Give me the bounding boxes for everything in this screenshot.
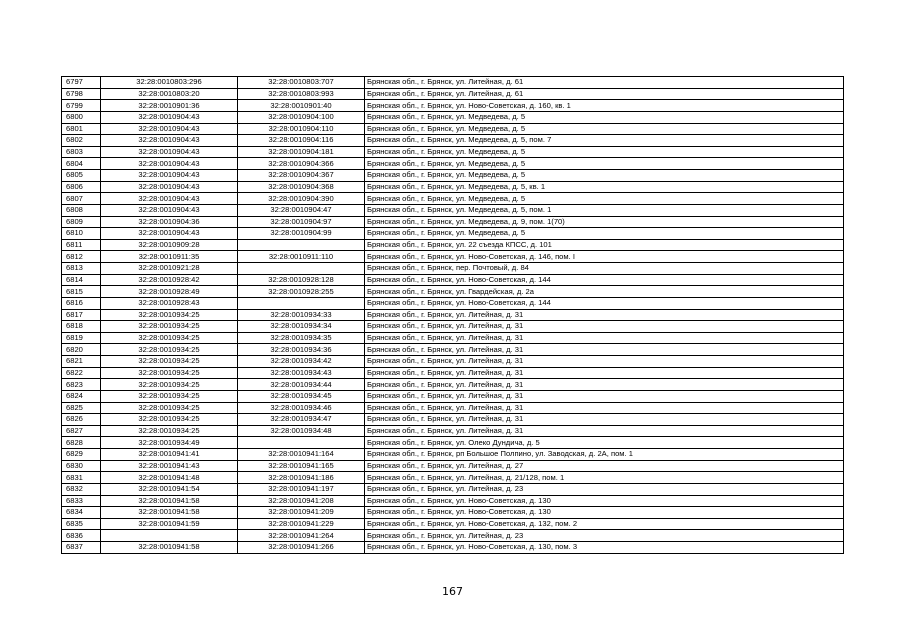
table-row [62, 367, 844, 379]
table-row [62, 135, 844, 147]
record-number-cell: 6804 [62, 158, 101, 170]
table-row [62, 425, 844, 437]
address-cell: Брянская обл., г. Брянск, ул. Литейная, д. 31 [365, 344, 844, 356]
address-cell: Брянская обл., г. Брянск, ул. Ново-Советская, д. 132, пом. 2 [365, 518, 844, 530]
table-row [62, 518, 844, 530]
land-parcel-cell: 32:28:0010803:296 [101, 77, 238, 89]
building-number-cell: 32:28:0010934:47 [238, 414, 365, 426]
building-number-cell: 32:28:0010941:266 [238, 542, 365, 554]
address-cell: Брянская обл., г. Брянск, ул. Литейная, д. 31 [365, 332, 844, 344]
land-parcel-cell: 32:28:0010934:25 [101, 344, 238, 356]
record-number-cell: 6824 [62, 390, 101, 402]
land-parcel-cell: 32:28:0010904:43 [101, 204, 238, 216]
table-row [62, 274, 844, 286]
building-number-cell: 32:28:0010934:44 [238, 379, 365, 391]
record-number-cell: 6811 [62, 239, 101, 251]
address-cell: Брянская обл., г. Брянск, ул. Медведева, д. 5 [365, 193, 844, 205]
record-number-cell: 6823 [62, 379, 101, 391]
record-number-cell: 6835 [62, 518, 101, 530]
address-cell: Брянская обл., г. Брянск, ул. Литейная, д. 23 [365, 483, 844, 495]
land-parcel-cell: 32:28:0010934:25 [101, 332, 238, 344]
record-number-cell: 6815 [62, 286, 101, 298]
table-row [62, 483, 844, 495]
table-row [62, 228, 844, 240]
address-cell: Брянская обл., г. Брянск, ул. Ново-Советская, д. 130 [365, 495, 844, 507]
table-row [62, 449, 844, 461]
building-number-cell: 32:28:0010934:45 [238, 390, 365, 402]
table-row [62, 263, 844, 275]
record-number-cell: 6802 [62, 135, 101, 147]
building-number-cell: 32:28:0010934:36 [238, 344, 365, 356]
record-number-cell: 6814 [62, 274, 101, 286]
record-number-cell: 6809 [62, 216, 101, 228]
record-number-cell: 6799 [62, 100, 101, 112]
table-row [62, 239, 844, 251]
land-parcel-cell: 32:28:0010928:49 [101, 286, 238, 298]
land-parcel-cell: 32:28:0010904:43 [101, 123, 238, 135]
building-number-cell: 32:28:0010934:35 [238, 332, 365, 344]
table-row [62, 402, 844, 414]
address-cell: Брянская обл., г. Брянск, ул. Ново-Советская, д. 160, кв. 1 [365, 100, 844, 112]
land-parcel-cell: 32:28:0010941:58 [101, 542, 238, 554]
record-number-cell: 6816 [62, 297, 101, 309]
address-cell: Брянская обл., г. Брянск, ул. Олеко Дундича, д. 5 [365, 437, 844, 449]
table-row [62, 100, 844, 112]
record-number-cell: 6797 [62, 77, 101, 89]
record-number-cell: 6798 [62, 88, 101, 100]
record-number-cell: 6836 [62, 530, 101, 542]
building-number-cell: 32:28:0010904:116 [238, 135, 365, 147]
address-cell: Брянская обл., г. Брянск, ул. Медведева, д. 9, пом. 1(70) [365, 216, 844, 228]
address-cell: Брянская обл., г. Брянск, ул. Литейная, д. 21/128, пом. 1 [365, 472, 844, 484]
building-number-cell: 32:28:0010904:97 [238, 216, 365, 228]
table-row [62, 437, 844, 449]
table-row [62, 507, 844, 519]
building-number-cell: 32:28:0010934:48 [238, 425, 365, 437]
address-cell: Брянская обл., г. Брянск, ул. Литейная, д. 31 [365, 356, 844, 368]
table-row [62, 332, 844, 344]
address-cell: Брянская обл., г. Брянск, ул. Медведева, д. 5 [365, 123, 844, 135]
record-number-cell: 6837 [62, 542, 101, 554]
building-number-cell: 32:28:0010928:128 [238, 274, 365, 286]
table-row [62, 309, 844, 321]
address-cell: Брянская обл., г. Брянск, ул. Медведева, д. 5 [365, 146, 844, 158]
building-number-cell: 32:28:0010941:229 [238, 518, 365, 530]
table-row [62, 193, 844, 205]
land-parcel-cell: 32:28:0010921:28 [101, 263, 238, 275]
record-number-cell: 6822 [62, 367, 101, 379]
building-number-cell [238, 297, 365, 309]
table-row [62, 170, 844, 182]
address-cell: Брянская обл., г. Брянск, ул. Ново-Советская, д. 144 [365, 274, 844, 286]
registry-table [61, 76, 844, 554]
land-parcel-cell: 32:28:0010941:59 [101, 518, 238, 530]
record-number-cell: 6830 [62, 460, 101, 472]
address-cell: Брянская обл., г. Брянск, ул. Литейная, д. 27 [365, 460, 844, 472]
building-number-cell: 32:28:0010934:34 [238, 321, 365, 333]
record-number-cell: 6812 [62, 251, 101, 263]
land-parcel-cell: 32:28:0010901:36 [101, 100, 238, 112]
address-cell: Брянская обл., г. Брянск, ул. Медведева, д. 5, пом. 7 [365, 135, 844, 147]
record-number-cell: 6819 [62, 332, 101, 344]
building-number-cell: 32:28:0010904:390 [238, 193, 365, 205]
address-cell: Брянская обл., г. Брянск, ул. Медведева, д. 5, пом. 1 [365, 204, 844, 216]
table-row [62, 123, 844, 135]
address-cell: Брянская обл., г. Брянск, ул. Гвардейская, д. 2а [365, 286, 844, 298]
record-number-cell: 6825 [62, 402, 101, 414]
table-row [62, 251, 844, 263]
land-parcel-cell: 32:28:0010941:41 [101, 449, 238, 461]
table-row [62, 414, 844, 426]
building-number-cell [238, 263, 365, 275]
table-row [62, 472, 844, 484]
building-number-cell: 32:28:0010904:367 [238, 170, 365, 182]
table-row [62, 286, 844, 298]
building-number-cell: 32:28:0010934:33 [238, 309, 365, 321]
table-row [62, 495, 844, 507]
land-parcel-cell: 32:28:0010803:20 [101, 88, 238, 100]
record-number-cell: 6807 [62, 193, 101, 205]
building-number-cell: 32:28:0010904:110 [238, 123, 365, 135]
address-cell: Брянская обл., г. Брянск, ул. Медведева, д. 5 [365, 111, 844, 123]
building-number-cell: 32:28:0010941:164 [238, 449, 365, 461]
address-cell: Брянская обл., г. Брянск, ул. Литейная, д. 31 [365, 390, 844, 402]
record-number-cell: 6820 [62, 344, 101, 356]
address-cell: Брянская обл., г. Брянск, ул. Литейная, д. 31 [365, 379, 844, 391]
land-parcel-cell: 32:28:0010934:25 [101, 356, 238, 368]
land-parcel-cell: 32:28:0010941:58 [101, 507, 238, 519]
table-row [62, 530, 844, 542]
record-number-cell: 6806 [62, 181, 101, 193]
land-parcel-cell: 32:28:0010941:58 [101, 495, 238, 507]
building-number-cell [238, 437, 365, 449]
table-row [62, 111, 844, 123]
building-number-cell: 32:28:0010904:99 [238, 228, 365, 240]
land-parcel-cell: 32:28:0010904:36 [101, 216, 238, 228]
record-number-cell: 6826 [62, 414, 101, 426]
registry-table-body [62, 77, 844, 554]
building-number-cell: 32:28:0010934:46 [238, 402, 365, 414]
building-number-cell: 32:28:0010911:110 [238, 251, 365, 263]
table-row [62, 321, 844, 333]
table-row [62, 460, 844, 472]
record-number-cell: 6829 [62, 449, 101, 461]
land-parcel-cell: 32:28:0010934:25 [101, 309, 238, 321]
table-row [62, 542, 844, 554]
table-row [62, 216, 844, 228]
building-number-cell: 32:28:0010941:197 [238, 483, 365, 495]
land-parcel-cell: 32:28:0010934:25 [101, 321, 238, 333]
address-cell: Брянская обл., г. Брянск, ул. Медведева, д. 5 [365, 158, 844, 170]
address-cell: Брянская обл., г. Брянск, ул. Медведева, д. 5, кв. 1 [365, 181, 844, 193]
land-parcel-cell: 32:28:0010909:28 [101, 239, 238, 251]
record-number-cell: 6834 [62, 507, 101, 519]
page-number: 167 [442, 585, 463, 598]
address-cell: Брянская обл., г. Брянск, ул. Литейная, д. 61 [365, 77, 844, 89]
building-number-cell: 32:28:0010904:100 [238, 111, 365, 123]
record-number-cell: 6828 [62, 437, 101, 449]
address-cell: Брянская обл., г. Брянск, ул. Ново-Советская, д. 146, пом. I [365, 251, 844, 263]
land-parcel-cell: 32:28:0010911:35 [101, 251, 238, 263]
record-number-cell: 6818 [62, 321, 101, 333]
building-number-cell: 32:28:0010934:43 [238, 367, 365, 379]
building-number-cell: 32:28:0010904:368 [238, 181, 365, 193]
land-parcel-cell: 32:28:0010904:43 [101, 170, 238, 182]
land-parcel-cell: 32:28:0010934:25 [101, 379, 238, 391]
address-cell: Брянская обл., г. Брянск, ул. Литейная, д. 61 [365, 88, 844, 100]
table-row [62, 77, 844, 89]
building-number-cell: 32:28:0010904:366 [238, 158, 365, 170]
record-number-cell: 6817 [62, 309, 101, 321]
building-number-cell: 32:28:0010803:993 [238, 88, 365, 100]
land-parcel-cell: 32:28:0010904:43 [101, 146, 238, 158]
record-number-cell: 6805 [62, 170, 101, 182]
building-number-cell: 32:28:0010941:209 [238, 507, 365, 519]
land-parcel-cell: 32:28:0010904:43 [101, 158, 238, 170]
building-number-cell: 32:28:0010941:208 [238, 495, 365, 507]
address-cell: Брянская обл., г. Брянск, ул. Литейная, д. 23 [365, 530, 844, 542]
record-number-cell: 6831 [62, 472, 101, 484]
address-cell: Брянская обл., г. Брянск, ул. Литейная, д. 31 [365, 309, 844, 321]
land-parcel-cell: 32:28:0010941:54 [101, 483, 238, 495]
building-number-cell: 32:28:0010803:707 [238, 77, 365, 89]
record-number-cell: 6803 [62, 146, 101, 158]
land-parcel-cell: 32:28:0010941:43 [101, 460, 238, 472]
address-cell: Брянская обл., г. Брянск, ул. Ново-Советская, д. 144 [365, 297, 844, 309]
address-cell: Брянская обл., г. Брянск, ул. Литейная, д. 31 [365, 414, 844, 426]
land-parcel-cell: 32:28:0010941:48 [101, 472, 238, 484]
record-number-cell: 6832 [62, 483, 101, 495]
record-number-cell: 6810 [62, 228, 101, 240]
building-number-cell [238, 239, 365, 251]
table-row [62, 379, 844, 391]
address-cell: Брянская обл., г. Брянск, пер. Почтовый, д. 84 [365, 263, 844, 275]
land-parcel-cell: 32:28:0010934:25 [101, 390, 238, 402]
record-number-cell: 6801 [62, 123, 101, 135]
address-cell: Брянская обл., г. Брянск, ул. Медведева, д. 5 [365, 228, 844, 240]
address-cell: Брянская обл., г. Брянск, ул. Ново-Советская, д. 130 [365, 507, 844, 519]
address-cell: Брянская обл., г. Брянск, ул. Литейная, д. 31 [365, 367, 844, 379]
address-cell: Брянская обл., г. Брянск, ул. Медведева, д. 5 [365, 170, 844, 182]
address-cell: Брянская обл., г. Брянск, ул. 22 съезда КПСС, д. 101 [365, 239, 844, 251]
table-row [62, 390, 844, 402]
building-number-cell: 32:28:0010941:186 [238, 472, 365, 484]
table-row [62, 146, 844, 158]
building-number-cell: 32:28:0010904:47 [238, 204, 365, 216]
record-number-cell: 6813 [62, 263, 101, 275]
record-number-cell: 6800 [62, 111, 101, 123]
table-row [62, 297, 844, 309]
table-row [62, 344, 844, 356]
land-parcel-cell: 32:28:0010904:43 [101, 111, 238, 123]
land-parcel-cell [101, 530, 238, 542]
land-parcel-cell: 32:28:0010934:25 [101, 425, 238, 437]
table-row [62, 181, 844, 193]
building-number-cell: 32:28:0010928:255 [238, 286, 365, 298]
building-number-cell: 32:28:0010941:264 [238, 530, 365, 542]
building-number-cell: 32:28:0010941:165 [238, 460, 365, 472]
address-cell: Брянская обл., г. Брянск, рп Большое Полпино, ул. Заводская, д. 2А, пом. 1 [365, 449, 844, 461]
land-parcel-cell: 32:28:0010934:25 [101, 367, 238, 379]
record-number-cell: 6821 [62, 356, 101, 368]
land-parcel-cell: 32:28:0010928:42 [101, 274, 238, 286]
land-parcel-cell: 32:28:0010934:49 [101, 437, 238, 449]
land-parcel-cell: 32:28:0010904:43 [101, 135, 238, 147]
table-row [62, 356, 844, 368]
land-parcel-cell: 32:28:0010928:43 [101, 297, 238, 309]
building-number-cell: 32:28:0010904:181 [238, 146, 365, 158]
building-number-cell: 32:28:0010934:42 [238, 356, 365, 368]
address-cell: Брянская обл., г. Брянск, ул. Литейная, д. 31 [365, 321, 844, 333]
address-cell: Брянская обл., г. Брянск, ул. Литейная, д. 31 [365, 402, 844, 414]
building-number-cell: 32:28:0010901:40 [238, 100, 365, 112]
land-parcel-cell: 32:28:0010904:43 [101, 193, 238, 205]
record-number-cell: 6827 [62, 425, 101, 437]
land-parcel-cell: 32:28:0010934:25 [101, 414, 238, 426]
record-number-cell: 6833 [62, 495, 101, 507]
table-row [62, 88, 844, 100]
land-parcel-cell: 32:28:0010934:25 [101, 402, 238, 414]
land-parcel-cell: 32:28:0010904:43 [101, 228, 238, 240]
table-row [62, 204, 844, 216]
address-cell: Брянская обл., г. Брянск, ул. Литейная, д. 31 [365, 425, 844, 437]
land-parcel-cell: 32:28:0010904:43 [101, 181, 238, 193]
record-number-cell: 6808 [62, 204, 101, 216]
address-cell: Брянская обл., г. Брянск, ул. Ново-Советская, д. 130, пом. 3 [365, 542, 844, 554]
table-row [62, 158, 844, 170]
